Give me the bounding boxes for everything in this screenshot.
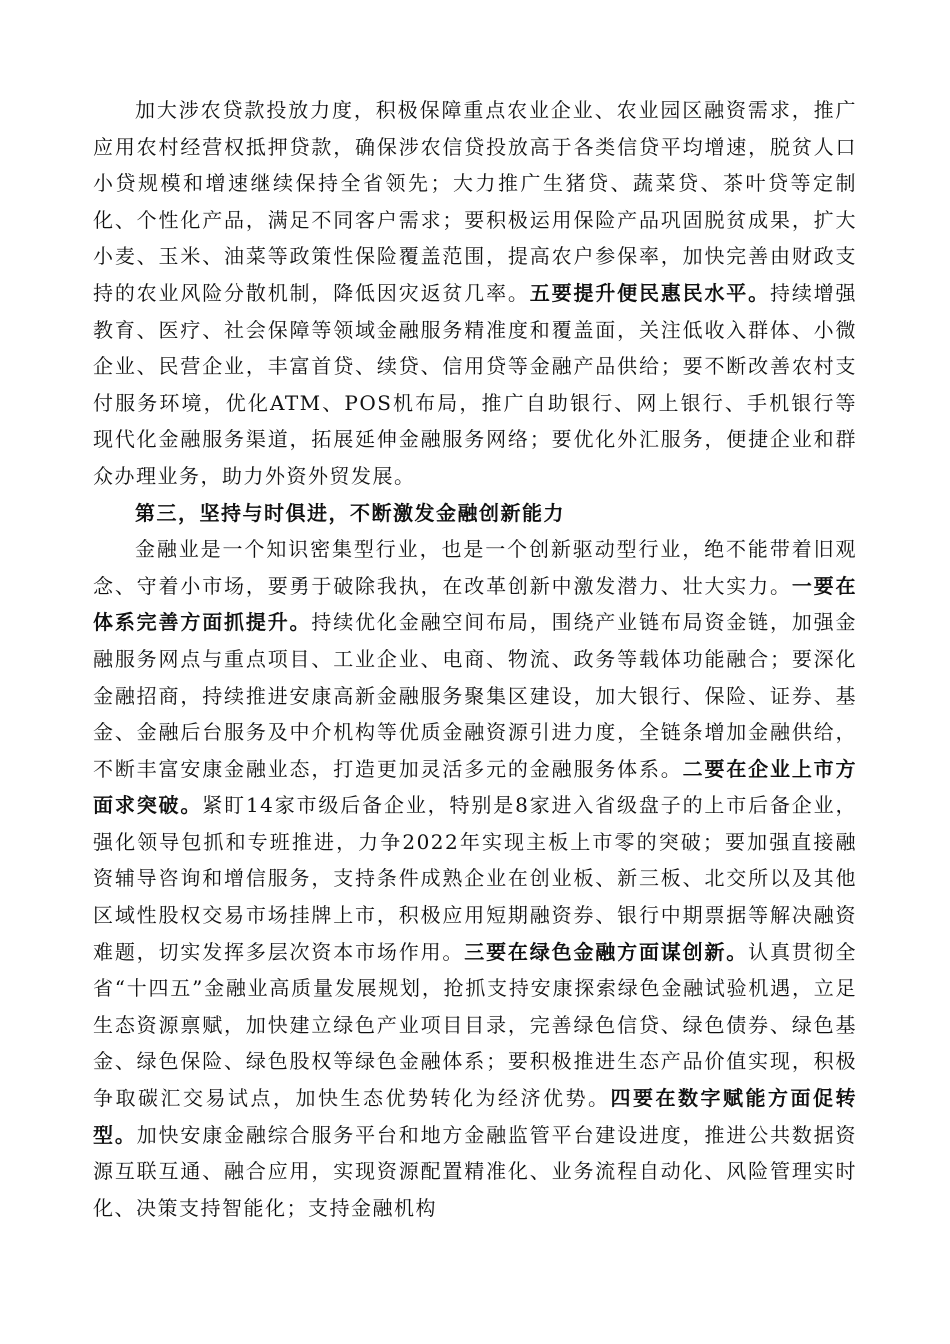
section-heading-third: 第三，坚持与时俱进，不断激发金融创新能力: [135, 500, 565, 525]
bold-point-four: 四要在数字赋能方面促转型。: [93, 1086, 857, 1147]
paragraph-innovation: [93, 531, 857, 1226]
bold-point-two: 二要在企业上市方面求突破。: [93, 756, 858, 818]
paragraph-text: 金融业是一个知识密集型行业，也是一个创新驱动型行业，绝不能带着旧观念、守着小市场，要勇于破除我执，在改革创新中激发潜力、壮大实力。: [93, 537, 857, 598]
paragraph-text: 持续增强教育、医疗、社会保障等领域金融服务精准度和覆盖面，关注低收入群体、小微企业、民营企业，丰富首贷、续贷、信用贷等金融产品供给；要不断改善农村支付服务环境，优化ATM、POS机布局，推广自助银行、网上银行、手机银行等现代化金融服务渠道，拓展延伸金融服务网络；要优化外汇服务，便捷企业和群众办理业务，助力外资外贸发展。: [93, 280, 858, 488]
paragraph-rural-finance: [93, 92, 857, 495]
paragraph-text: 认真贯彻全省“十四五”金融业高质量发展规划，抢抓支持安康探索绿色金融试验机遇，立足生态资源禀赋，加快建立绿色产业项目目录，完善绿色信贷、绿色债券、绿色基金、绿色保险、绿色股权等绿色金融体系；要积极推进生态产品价值实现，积极争取碳汇交易试点，加快生态优势转化为经济优势。: [93, 939, 858, 1111]
paragraph-text: 加大涉农贷款投放力度，积极保障重点农业企业、农业园区融资需求，推广应用农村经营权抵押贷款，确保涉农信贷投放高于各类信贷平均增速，脱贫人口小贷规模和增速继续保持全省领先；大力推广生猪贷、蔬菜贷、茶叶贷等定制化、个性化产品，满足不同客户需求；要积极运用保险产品巩固脱贫成果，扩大小麦、玉米、油菜等政策性保险覆盖范围，提高农户参保率，加快完善由财政支持的农业风险分散机制，降低因灾返贫几率。: [93, 98, 857, 305]
paragraph-text: 持续优化金融空间布局，围绕产业链布局资金链，加强金融服务网点与重点项目、工业企业、电商、物流、政务等载体功能融合；要深化金融招商，持续推进安康高新金融服务聚集区建设，加大银行、保险、证券、基金、金融后台服务及中介机构等优质金融资源引进力度，全链条增加金融供给，不断丰富安康金融业态，打造更加灵活多元的金融服务体系。: [93, 610, 858, 781]
bold-point-five: 五要提升便民惠民水平。: [529, 280, 770, 305]
paragraph-text: 紧盯14家市级后备企业，特别是8家进入省级盘子的上市后备企业，强化领导包抓和专班推进，力争2022年实现主板上市零的突破；要加强直接融资辅导咨询和增信服务，支持条件成熟企业在创业板、新三板、北交所以及其他区域性股权交易市场挂牌上市，积极应用短期融资券、银行中期票据等解决融资难题，切实发挥多层次资本市场作用。: [93, 793, 857, 964]
bold-point-one: 一要在体系完善方面抓提升。: [93, 573, 858, 635]
bold-point-three: 三要在绿色金融方面谋创新。: [464, 939, 749, 964]
paragraph-text: 加快安康金融综合服务平台和地方金融监管平台建设进度，推进公共数据资源互联互通、融合应用，实现资源配置精准化、业务流程自动化、风险管理实时化、决策支持智能化；支持金融机构: [93, 1122, 858, 1220]
